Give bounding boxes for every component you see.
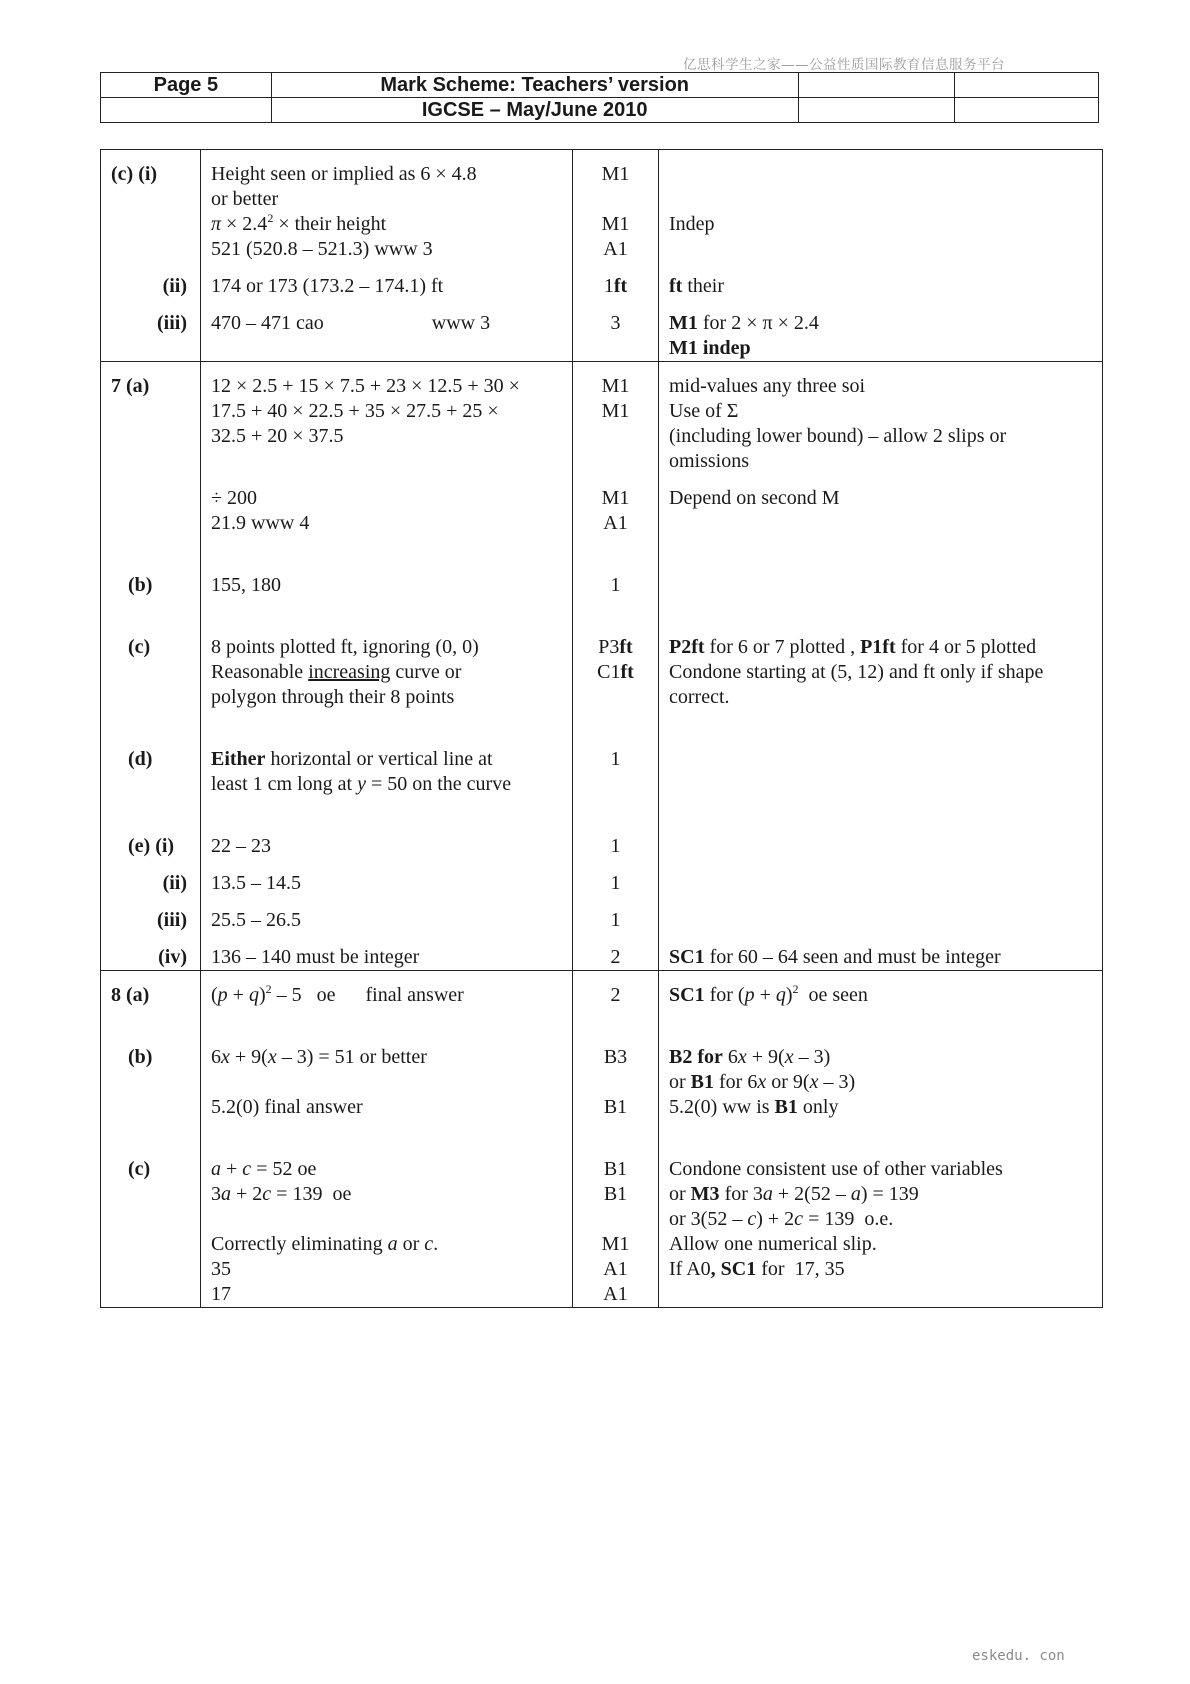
note-line: or B1 for 6x or 9(x – 3) — [669, 1071, 856, 1093]
mark-code: C1ft — [597, 661, 634, 683]
answer-line: least 1 cm long at y = 50 on the curve — [211, 773, 512, 795]
answer-line: Either horizontal or vertical line at — [211, 748, 493, 770]
header-blank-cell — [955, 73, 1099, 98]
answer-line: polygon through their 8 points — [211, 686, 455, 708]
note-line: or 3(52 – c) + 2c = 139 o.e. — [669, 1208, 894, 1230]
note-line: If A0, SC1 for 17, 35 — [669, 1258, 845, 1280]
table-row — [101, 1008, 1103, 1120]
header-blank-cell — [955, 98, 1099, 123]
mark-code: 1ft — [603, 275, 628, 297]
mark-code: A1 — [603, 1258, 628, 1280]
mark-code: 1 — [610, 835, 621, 857]
answer-line: 5.2(0) final answer — [211, 1096, 363, 1118]
mark-code: M1 — [601, 163, 630, 185]
mark-code: 1 — [610, 748, 621, 770]
question-label: (ii) — [162, 872, 187, 894]
mark-code: B1 — [603, 1183, 628, 1205]
mark-code: A1 — [603, 512, 628, 534]
mark-scheme-table — [100, 149, 1103, 1308]
mark-code: 2 — [610, 984, 621, 1006]
answer-line: 174 or 173 (173.2 – 174.1) ft — [211, 275, 444, 297]
table-row — [101, 859, 1103, 896]
note-line: correct. — [669, 686, 730, 708]
mark-code: B1 — [603, 1158, 628, 1180]
note-line: Use of Σ — [669, 400, 739, 422]
mark-code: M1 — [601, 400, 630, 422]
answer-line: 8 points plotted ft, ignoring (0, 0) — [211, 636, 479, 658]
note-line: SC1 for 60 – 64 seen and must be integer — [669, 946, 1001, 968]
question-label: (ii) — [162, 275, 187, 297]
answer-line: $(p + q)^2 - 5$ oe final answer — [211, 982, 464, 1006]
question-label: (b) — [128, 574, 153, 596]
note-line: B2 for 6x + 9(x – 3) — [669, 1046, 831, 1068]
answer-line: Reasonable increasing curve or — [211, 661, 462, 683]
table-row — [101, 896, 1103, 933]
answer-line: 13.5 – 14.5 — [211, 872, 301, 894]
mark-code: 1 — [610, 574, 621, 596]
header-blank-cell — [798, 73, 955, 98]
table-row — [101, 474, 1103, 536]
answer-line: ÷ 200 — [211, 487, 257, 509]
table-row — [101, 362, 1103, 475]
mark-code: A1 — [603, 238, 628, 260]
note-line: mid-values any three soi — [669, 375, 866, 397]
answer-line: 22 – 23 — [211, 835, 271, 857]
note-line: Condone starting at (5, 12) and ft only if shape — [669, 661, 1044, 683]
answer-line: 35 — [211, 1258, 231, 1280]
question-label: (e) (i) — [128, 835, 175, 857]
answer-line: 136 – 140 must be integer — [211, 946, 420, 968]
exam-session: IGCSE – May/June 2010 — [271, 98, 798, 123]
watermark: 亿思科学生之家——公益性质国际教育信息服务平台 — [683, 57, 1005, 73]
mark-code: 1 — [610, 909, 621, 931]
answer-line: 17.5 + 40 × 22.5 + 35 × 27.5 + 25 × — [211, 400, 499, 422]
mark-code: B1 — [603, 1096, 628, 1118]
note-line: Depend on second M — [669, 487, 840, 509]
table-row — [101, 933, 1103, 971]
question-label: (iii) — [157, 312, 187, 334]
table-row — [101, 536, 1103, 598]
header-blank-cell — [798, 98, 955, 123]
mark-code: B3 — [603, 1046, 628, 1068]
question-label: (c) (i) — [111, 163, 158, 185]
header-table — [100, 72, 1099, 123]
answer-line: 25.5 – 26.5 — [211, 909, 301, 931]
note-line: Allow one numerical slip. — [669, 1233, 877, 1255]
mark-code: M1 — [601, 487, 630, 509]
table-row — [101, 262, 1103, 299]
document-title: Mark Scheme: Teachers’ version — [271, 73, 798, 98]
mark-code: M1 — [601, 1233, 630, 1255]
table-row — [101, 971, 1103, 1009]
note-line: M1 indep — [669, 337, 751, 359]
answer-line: 155, 180 — [211, 574, 281, 596]
note-line: SC1 for $(p + q)^2$ oe seen — [669, 982, 868, 1006]
answer-line: 32.5 + 20 × 37.5 — [211, 425, 344, 447]
mark-code: A1 — [603, 1283, 628, 1305]
mark-code: 2 — [610, 946, 621, 968]
mark-code: M1 — [601, 213, 630, 235]
answer-line: or better — [211, 188, 279, 210]
question-label: (b) — [128, 1046, 153, 1068]
table-row — [101, 150, 1103, 263]
answer-line: 470 – 471 cao www 3 — [211, 312, 491, 334]
mark-code: M1 — [601, 375, 630, 397]
note-line: P2ft for 6 or 7 plotted , P1ft for 4 or 5 plotted — [669, 636, 1037, 658]
answer-line: Correctly eliminating a or c. — [211, 1233, 439, 1255]
mark-code: 3 — [610, 312, 621, 334]
note-line: ft their — [669, 275, 724, 297]
question-label: 8 (a) — [111, 984, 150, 1006]
note-line: or M3 for 3a + 2(52 – a) = 139 — [669, 1183, 919, 1205]
footer-site: eskedu. con — [972, 1648, 1065, 1664]
question-label: (d) — [128, 748, 153, 770]
mark-code: 1 — [610, 872, 621, 894]
header-blank-cell — [101, 98, 272, 123]
table-row — [101, 797, 1103, 859]
note-line: Condone consistent use of other variables — [669, 1158, 1003, 1180]
mark-code — [573, 187, 658, 212]
table-row — [101, 710, 1103, 797]
answer-line: 521 (520.8 – 521.3) www 3 — [211, 238, 433, 260]
table-row — [101, 1120, 1103, 1308]
answer-line: 17 — [211, 1283, 231, 1305]
answer-line: 3a + 2c = 139 oe — [211, 1183, 352, 1205]
mark-code: P3ft — [598, 636, 633, 658]
question-label: (iii) — [157, 909, 187, 931]
answer-line: 12 × 2.5 + 15 × 7.5 + 23 × 12.5 + 30 × — [211, 375, 520, 397]
answer-line: $\pi \times 2.4^2$ × their height — [211, 211, 387, 235]
note-line: (including lower bound) – allow 2 slips or — [669, 425, 1007, 447]
question-label: (c) — [128, 636, 151, 658]
answer-line: a + c = 52 oe — [211, 1158, 317, 1180]
page-number: Page 5 — [101, 73, 272, 98]
note-line: 5.2(0) ww is B1 only — [669, 1096, 839, 1118]
note-line: M1 for 2 × π × 2.4 — [669, 312, 819, 334]
question-label: 7 (a) — [111, 375, 150, 397]
answer-line: 21.9 www 4 — [211, 512, 310, 534]
table-row — [101, 598, 1103, 710]
answer-line: 6x + 9(x – 3) = 51 or better — [211, 1046, 427, 1068]
note-line: omissions — [669, 450, 750, 472]
answer-line: Height seen or implied as 6 × 4.8 — [211, 163, 477, 185]
question-label: (c) — [128, 1158, 151, 1180]
question-label: (iv) — [158, 946, 187, 968]
table-row — [101, 299, 1103, 362]
note-line: Indep — [669, 213, 715, 235]
